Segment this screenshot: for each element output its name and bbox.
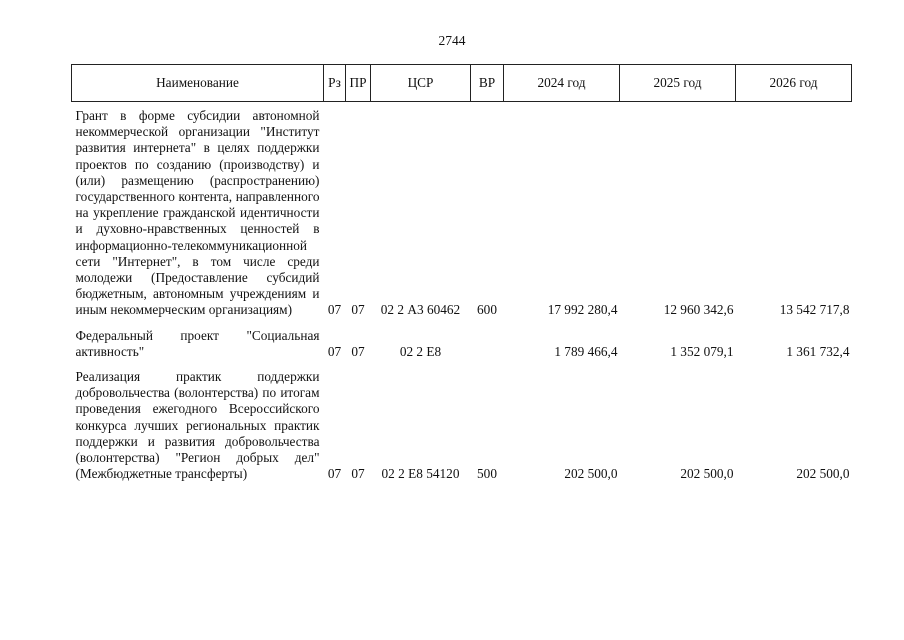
- row-amount-2026: 1 361 732,4: [786, 343, 850, 359]
- row-csr: 02 2 Е8: [399, 343, 442, 359]
- row-name: Грант в форме субсидии автономной некоммерческой организации "Институт развития интернета" в целях поддержки проектов по созданию (производству) и (или) размещению (распространению) государственного контента, направленного на укрепление гражданской идентичности и духовно-нравственных ценностей в информационно-телекоммуникационной сети "Интернет", в том числе среди молодежи (Предоставление субсидий бюджетным, автономным учреждениям и иным некоммерческим организациям): [75, 108, 320, 318]
- row-csr: 02 2 А3 60462: [380, 302, 461, 318]
- row-amount-2024: 1 789 466,4: [554, 343, 618, 359]
- header-year-2024: 2024 год: [504, 65, 620, 102]
- row-amount-2024: 202 500,0: [564, 466, 618, 482]
- row-amount-2025: 1 352 079,1: [670, 343, 734, 359]
- header-year-2025: 2025 год: [620, 65, 736, 102]
- table-row: [72, 102, 852, 319]
- row-amount-2026: 202 500,0: [796, 466, 850, 482]
- table-row: [72, 360, 852, 482]
- header-csr: ЦСР: [371, 65, 471, 102]
- row-name: Федеральный проект "Социальная активность": [75, 327, 320, 359]
- row-pr: 07: [351, 302, 365, 318]
- header-name: Наименование: [72, 65, 324, 102]
- header-vr: ВР: [471, 65, 504, 102]
- header-pr: ПР: [346, 65, 371, 102]
- row-vr: [471, 319, 504, 360]
- row-vr: 600: [477, 302, 497, 318]
- page-number: 2744: [438, 33, 466, 48]
- budget-table: [71, 64, 852, 482]
- row-pr: 07: [351, 466, 365, 482]
- row-rz: 07: [327, 343, 342, 359]
- row-amount-2025: 202 500,0: [680, 466, 734, 482]
- header-rz: Рз: [324, 65, 346, 102]
- row-amount-2024: 17 992 280,4: [547, 302, 618, 318]
- row-amount-2026: 13 542 717,8: [779, 302, 850, 318]
- row-rz: 07: [327, 302, 342, 318]
- table-header-row: [72, 65, 852, 102]
- table-row: [72, 319, 852, 360]
- row-vr: 500: [477, 466, 497, 482]
- row-amount-2025: 12 960 342,6: [663, 302, 734, 318]
- row-name: Реализация практик поддержки добровольчества (волонтерства) по итогам проведения ежегодного Всероссийского конкурса лучших региональных практик поддержки и развития добровольчества (волонтерства) "Регион добрых дел" (Межбюджетные трансферты): [75, 369, 320, 482]
- header-year-2026: 2026 год: [736, 65, 852, 102]
- row-pr: 07: [351, 343, 365, 359]
- row-csr: 02 2 Е8 54120: [381, 466, 460, 482]
- row-rz: 07: [327, 466, 342, 482]
